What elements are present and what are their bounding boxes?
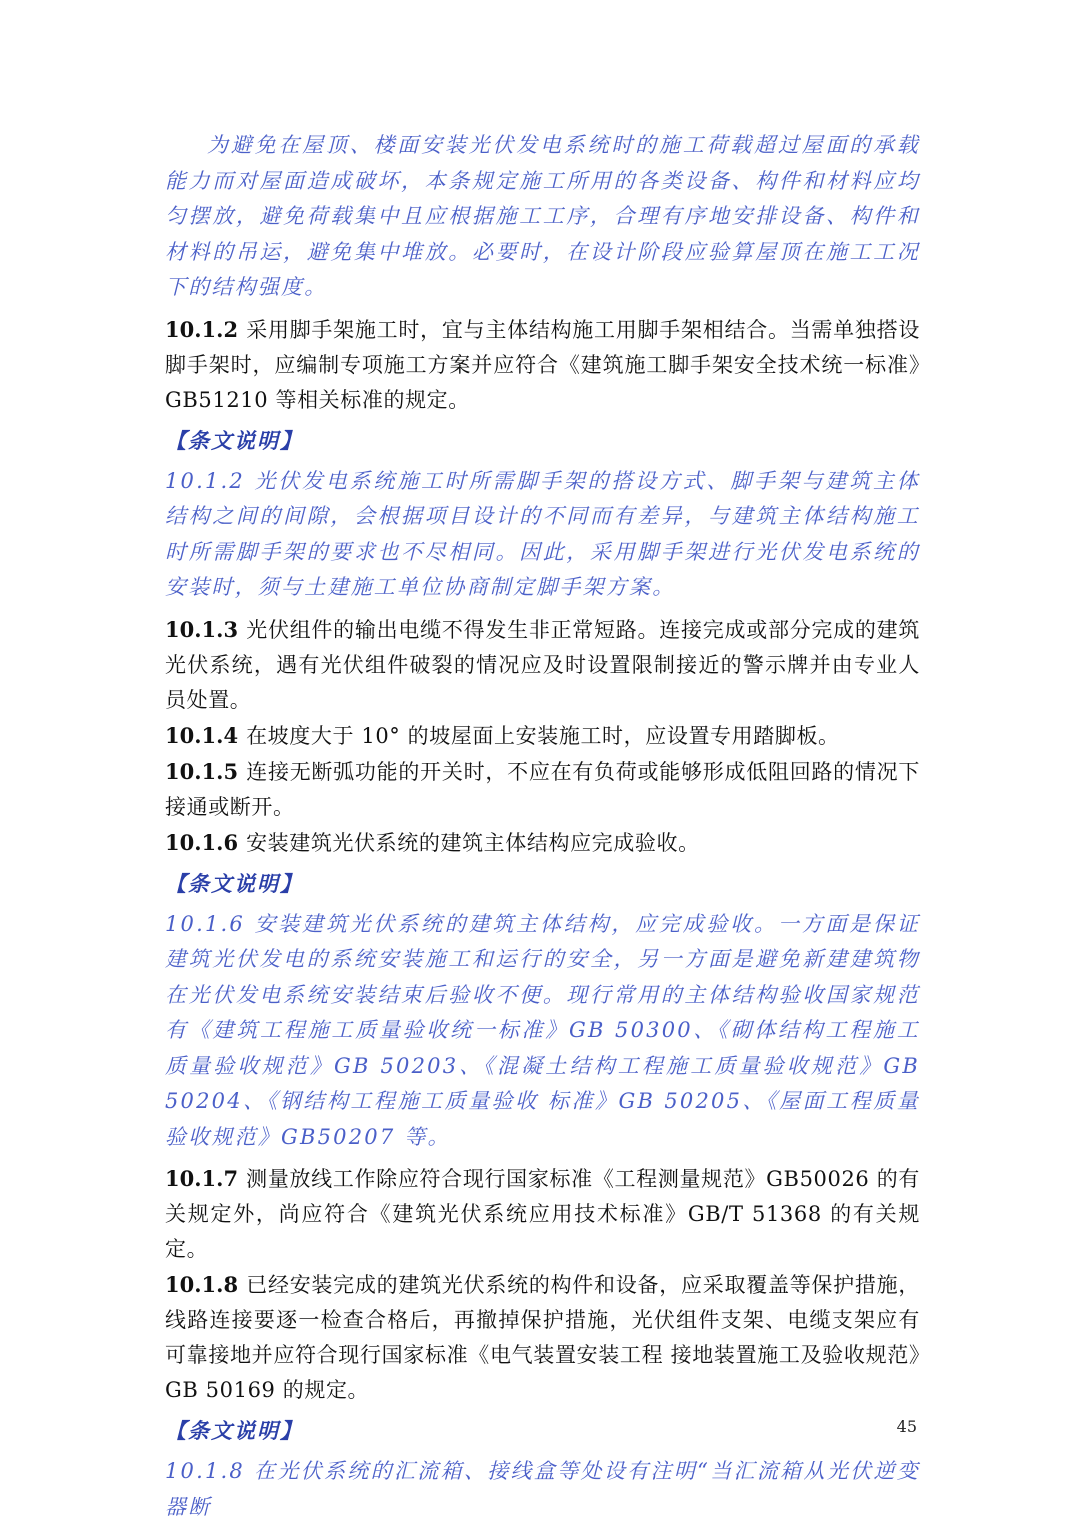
note-heading: 【条文说明】 — [165, 1418, 303, 1443]
commentary-paragraph: 为避免在屋顶、楼面安装光伏发电系统时的施工荷载超过屋面的承载能力而对屋面造成破坏，本条规定施工所用的各类设备、构件和材料应均匀摆放，避免荷载集中且应根据施工工序，合理有序地安排设备、构件和材料的吊运，避免集中堆放。必要时，在设计阶段应验算屋顶在施工工况下的结构强度。 — [165, 133, 920, 299]
clause-text: 光伏组件的输出电缆不得发生非正常短路。连接完成或部分完成的建筑光伏系统，遇有光伏组件破裂的情况应及时设置限制接近的警示牌并由专业人员处置。 — [165, 617, 920, 712]
clause-10-1-4 — [165, 718, 920, 754]
clause-text: 安装建筑光伏系统的建筑主体结构应完成验收。 — [246, 830, 700, 855]
clause-number: 10.1.3 — [165, 616, 239, 642]
page-number: 45 — [896, 1417, 917, 1436]
clause-number: 10.1.5 — [165, 758, 239, 784]
note-heading: 【条文说明】 — [165, 427, 303, 453]
clause-text: 已经安装完成的建筑光伏系统的构件和设备，应采取覆盖等保护措施，线路连接要逐一检查合格后，再撤掉保护措施，光伏组件支架、电缆支架应有可靠接地并应符合现行国家标准《电气装置安装工程 接地装置施工及验收规范》GB 50169 的规定。 — [165, 1273, 920, 1402]
clause-number: 10.1.2 — [165, 316, 239, 342]
commentary-paragraph: 10.1.6 安装建筑光伏系统的建筑主体结构，应完成验收。一方面是保证建筑光伏发电的系统安装施工和运行的安全，另一方面是避免新建建筑物在光伏发电系统安装结束后验收不便。现行常用的主体结构验收国家规范有《建筑工程施工质量验收统一标准》GB 50300、《砌体结构工程施工质量验收规范》GB 50203、《混凝土结构工程施工质量验收规范》GB 50204、《钢结构工程施工质量验收 标准》GB 50205、《屋面工程质量验收规范》GB50207 等。 — [165, 911, 920, 1149]
clause-text: 采用脚手架施工时，宜与主体结构施工用脚手架相结合。当需单独搭设脚手架时，应编制专项施工方案并应符合《建筑施工脚手架安全技术统一标准》GB51210 等相关标准的规定。 — [165, 317, 920, 412]
clause-number: 10.1.6 — [165, 829, 239, 855]
note-heading: 【条文说明】 — [165, 870, 303, 896]
clause-text: 在坡度大于 10° 的坡屋面上安装施工时，应设置专用踏脚板。 — [246, 723, 840, 748]
clause-10-1-5 — [165, 754, 920, 825]
clause-10-1-3 — [165, 612, 920, 718]
clause-10-1-2 — [165, 312, 920, 418]
clause-10-1-8 — [165, 1267, 920, 1408]
clause-number: 10.1.4 — [165, 722, 239, 748]
clause-10-1-6 — [165, 825, 920, 861]
clause-number: 10.1.8 — [165, 1272, 239, 1297]
clause-text: 测量放线工作除应符合现行国家标准《工程测量规范》GB50026 的有关规定外，尚应符合《建筑光伏系统应用技术标准》GB/T 51368 的有关规定。 — [165, 1167, 920, 1261]
clause-10-1-7 — [165, 1161, 920, 1267]
commentary-paragraph: 10.1.8 在光伏系统的汇流箱、接线盒等处设有注明“当汇流箱从光伏逆变器断 — [165, 1459, 920, 1519]
commentary-paragraph: 10.1.2 光伏发电系统施工时所需脚手架的搭设方式、脚手架与建筑主体结构之间的间隙，会根据项目设计的不同而有差异，与建筑主体结构施工时所需脚手架的要求也不尽相同。因此，采用脚手架进行光伏发电系统的安装时，须与土建施工单位协商制定脚手架方案。 — [165, 468, 920, 599]
clause-text: 连接无断弧功能的开关时，不应在有负荷或能够形成低阻回路的情况下接通或断开。 — [165, 759, 920, 819]
clause-number: 10.1.7 — [165, 1166, 239, 1191]
